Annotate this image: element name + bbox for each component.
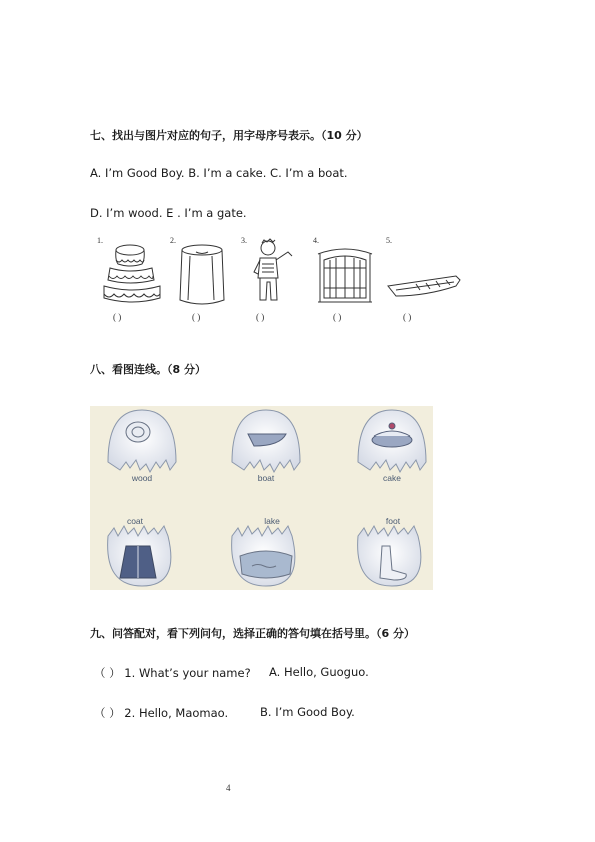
section7-options-line2: D. I’m wood. E . I’m a gate. <box>90 206 247 220</box>
picture-number: 1. <box>97 236 103 245</box>
answer-b: B. I’m Good Boy. <box>260 705 355 719</box>
question-2: （ ） 2. Hello, Maomao. <box>94 706 229 720</box>
picture-number: 2. <box>170 236 176 245</box>
picture-label-cake: cake <box>383 473 401 483</box>
answer-paren: ( ) <box>113 312 122 322</box>
picture-label-coat: coat <box>126 516 144 526</box>
wood-log-icon <box>176 242 230 308</box>
answer-paren: ( ) <box>256 312 265 322</box>
picture-number: 3. <box>241 236 247 245</box>
section7-heading: 七、找出与图片对应的句子，用字母序号表示。（10 分） <box>90 129 368 142</box>
section8-heading: 八、看图连线。（8 分） <box>90 363 206 376</box>
section9-heading: 九、问答配对，看下列问句，选择正确的答句填在括号里。（6 分） <box>90 627 415 640</box>
answer-paren: ( ) <box>333 312 342 322</box>
picture-label-lake: lake <box>264 516 280 526</box>
picture-number: 4. <box>313 236 319 245</box>
answer-paren: ( ) <box>403 312 412 322</box>
picture-label-wood: wood <box>131 473 153 483</box>
good-boy-icon <box>248 238 296 308</box>
cake-icon <box>100 240 164 306</box>
picture-number: 5. <box>386 236 392 245</box>
answer-paren: ( ) <box>192 312 201 322</box>
egg-shells-illustration <box>90 406 433 590</box>
gate-icon <box>316 244 374 304</box>
matching-picture-panel <box>90 406 433 590</box>
picture-label-foot: foot <box>385 516 401 526</box>
section7-options-line1: A. I’m Good Boy. B. I’m a cake. C. I’m a boat. <box>90 166 348 180</box>
page-number: 4 <box>226 783 231 793</box>
picture-label-boat: boat <box>257 473 275 483</box>
boat-icon <box>386 272 462 300</box>
answer-a: A. Hello, Guoguo. <box>269 665 369 679</box>
question-1: （ ） 1. What’s your name? <box>94 666 251 680</box>
